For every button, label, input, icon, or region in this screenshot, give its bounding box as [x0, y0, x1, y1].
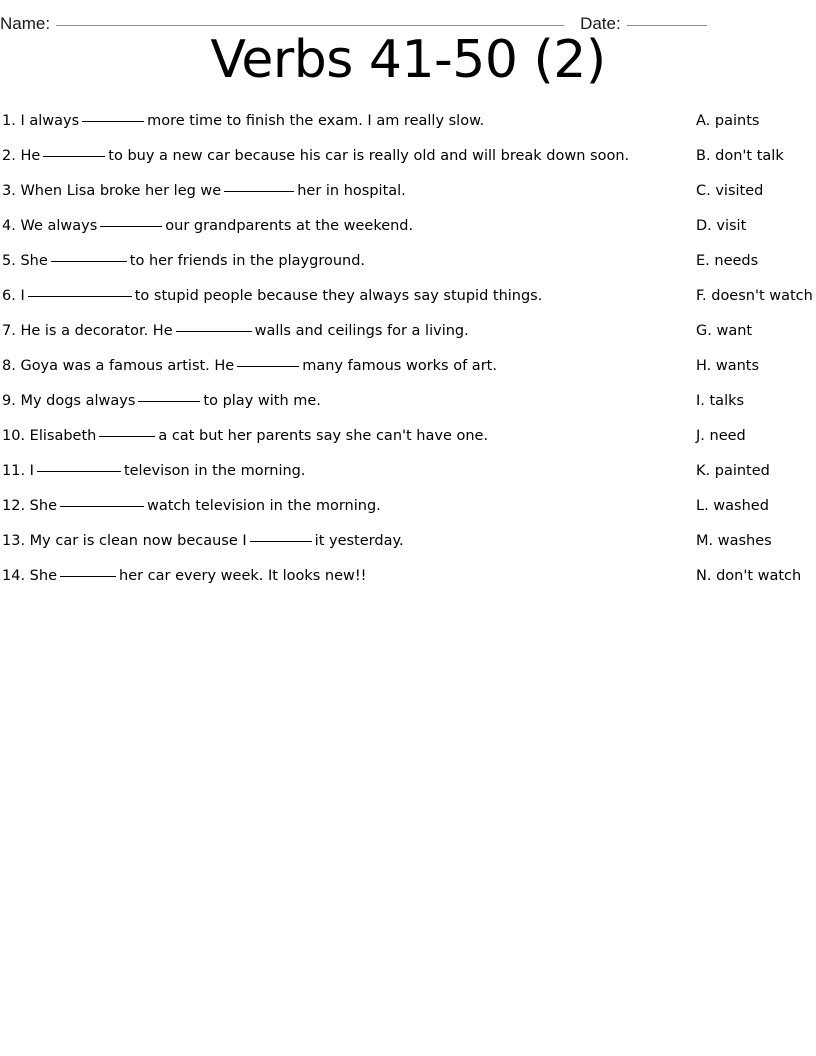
question-text-before-blank: He [20, 148, 41, 164]
answer-option[interactable] [696, 390, 744, 412]
question-item [2, 355, 497, 377]
question-number: 7. [2, 323, 16, 339]
question-number: 3. [2, 183, 16, 199]
answer-option[interactable] [696, 495, 769, 517]
question-item [2, 565, 367, 587]
answer-option-letter: G. [696, 323, 712, 339]
answer-option[interactable] [696, 285, 813, 307]
question-text-before-blank: My dogs always [20, 393, 136, 409]
answer-option-word: don't talk [715, 148, 784, 164]
question-number: 5. [2, 253, 16, 269]
question-text-before-blank: She [29, 568, 57, 584]
answer-blank[interactable] [60, 576, 116, 577]
answer-blank[interactable] [250, 541, 312, 542]
worksheet-body [0, 110, 816, 600]
answer-option-letter: F. [696, 288, 707, 304]
question-number: 6. [2, 288, 16, 304]
question-number: 12. [2, 498, 26, 514]
answer-option-letter: A. [696, 113, 711, 129]
question-item [2, 425, 488, 447]
question-text-after-blank: televison in the morning. [123, 463, 306, 479]
question-text-before-blank: I always [20, 113, 80, 129]
answer-option-word: talks [709, 393, 745, 409]
answer-option-letter: B. [696, 148, 711, 164]
answer-option[interactable] [696, 320, 752, 342]
answer-option[interactable] [696, 425, 746, 447]
answer-blank[interactable] [99, 436, 155, 437]
worksheet-row [0, 110, 816, 145]
question-number: 14. [2, 568, 26, 584]
question-item [2, 320, 469, 342]
date-write-line[interactable] [627, 25, 707, 26]
question-text-after-blank: her in hospital. [297, 183, 406, 199]
answer-option-word: washed [713, 498, 769, 514]
answer-option-letter: D. [696, 218, 712, 234]
question-text-before-blank: I [29, 463, 34, 479]
question-text-before-blank: I [20, 288, 25, 304]
question-number: 4. [2, 218, 16, 234]
question-number: 1. [2, 113, 16, 129]
answer-option-letter: M. [696, 533, 714, 549]
answer-option[interactable] [696, 145, 784, 167]
question-text-after-blank: more time to finish the exam. I am really slow. [147, 113, 485, 129]
answer-option[interactable] [696, 250, 758, 272]
answer-option-letter: N. [696, 568, 712, 584]
worksheet-row [0, 320, 816, 355]
question-item [2, 495, 381, 517]
answer-option-word: washes [717, 533, 772, 549]
worksheet-row [0, 425, 816, 460]
question-number: 9. [2, 393, 16, 409]
answer-option[interactable] [696, 460, 770, 482]
answer-option-word: paints [714, 113, 760, 129]
worksheet-row [0, 460, 816, 495]
question-item [2, 390, 321, 412]
answer-blank[interactable] [60, 506, 144, 507]
question-text-after-blank: it yesterday. [314, 533, 404, 549]
worksheet-row [0, 250, 816, 285]
date-label: Date: [580, 14, 621, 33]
worksheet-row [0, 530, 816, 565]
answer-blank[interactable] [224, 191, 294, 192]
question-item [2, 530, 404, 552]
answer-option-word: want [716, 323, 753, 339]
answer-option[interactable] [696, 180, 763, 202]
question-number: 11. [2, 463, 26, 479]
question-text-after-blank: to her friends in the playground. [129, 253, 366, 269]
worksheet-row [0, 180, 816, 215]
question-item [2, 145, 629, 167]
question-text-after-blank: walls and ceilings for a living. [254, 323, 469, 339]
answer-option-letter: L. [696, 498, 709, 514]
question-text-after-blank: to buy a new car because his car is really old and will break down soon. [108, 148, 630, 164]
answer-option-word: painted [714, 463, 770, 479]
question-number: 2. [2, 148, 16, 164]
question-text-after-blank: a cat but her parents say she can't have one. [158, 428, 489, 444]
question-item [2, 460, 306, 482]
question-text-after-blank: to play with me. [203, 393, 321, 409]
answer-option-word: visit [716, 218, 747, 234]
answer-option-word: wants [715, 358, 760, 374]
answer-blank[interactable] [176, 331, 252, 332]
answer-option[interactable] [696, 355, 759, 377]
question-item [2, 110, 484, 132]
answer-option[interactable] [696, 565, 801, 587]
answer-option-word: visited [715, 183, 764, 199]
question-item [2, 180, 406, 202]
answer-blank[interactable] [138, 401, 200, 402]
answer-option-word: need [709, 428, 746, 444]
answer-option-letter: H. [696, 358, 712, 374]
answer-blank[interactable] [37, 471, 121, 472]
answer-option-letter: J. [696, 428, 705, 444]
name-write-line[interactable] [56, 25, 564, 26]
question-text-after-blank: many famous works of art. [302, 358, 497, 374]
worksheet-row [0, 145, 816, 180]
question-item [2, 250, 365, 272]
answer-option-letter: E. [696, 253, 710, 269]
answer-option[interactable] [696, 215, 746, 237]
answer-blank[interactable] [51, 261, 127, 262]
answer-option[interactable] [696, 530, 772, 552]
answer-blank[interactable] [82, 121, 144, 122]
question-text-before-blank: My car is clean now because I [29, 533, 247, 549]
question-number: 10. [2, 428, 26, 444]
question-text-before-blank: Elisabeth [29, 428, 97, 444]
question-number: 8. [2, 358, 16, 374]
worksheet-row [0, 215, 816, 250]
question-text-after-blank: to stupid people because they always say stupid things. [134, 288, 543, 304]
question-text-before-blank: She [20, 253, 48, 269]
worksheet-row [0, 390, 816, 425]
question-text-before-blank: He is a decorator. He [20, 323, 173, 339]
answer-blank[interactable] [28, 296, 132, 297]
question-item [2, 215, 413, 237]
answer-option[interactable] [696, 110, 759, 132]
question-text-after-blank: watch television in the morning. [147, 498, 381, 514]
question-item [2, 285, 542, 307]
worksheet-row [0, 495, 816, 530]
answer-option-letter: K. [696, 463, 711, 479]
answer-option-word: doesn't watch [711, 288, 813, 304]
worksheet-row [0, 565, 816, 600]
answer-blank[interactable] [100, 226, 162, 227]
question-number: 13. [2, 533, 26, 549]
page-title: Verbs 41-50 (2) [210, 30, 606, 90]
worksheet-row [0, 285, 816, 320]
answer-blank[interactable] [43, 156, 105, 157]
name-date-header [0, 0, 816, 33]
question-text-after-blank: her car every week. It looks new!! [119, 568, 367, 584]
question-text-before-blank: Goya was a famous artist. He [20, 358, 235, 374]
question-text-after-blank: our grandparents at the weekend. [165, 218, 414, 234]
answer-option-letter: C. [696, 183, 711, 199]
name-label: Name: [0, 14, 51, 33]
question-text-before-blank: She [29, 498, 57, 514]
answer-blank[interactable] [237, 366, 299, 367]
answer-option-letter: I. [696, 393, 705, 409]
question-text-before-blank: When Lisa broke her leg we [20, 183, 222, 199]
worksheet-row [0, 355, 816, 390]
answer-option-word: needs [714, 253, 759, 269]
answer-option-word: don't watch [716, 568, 802, 584]
question-text-before-blank: We always [20, 218, 98, 234]
